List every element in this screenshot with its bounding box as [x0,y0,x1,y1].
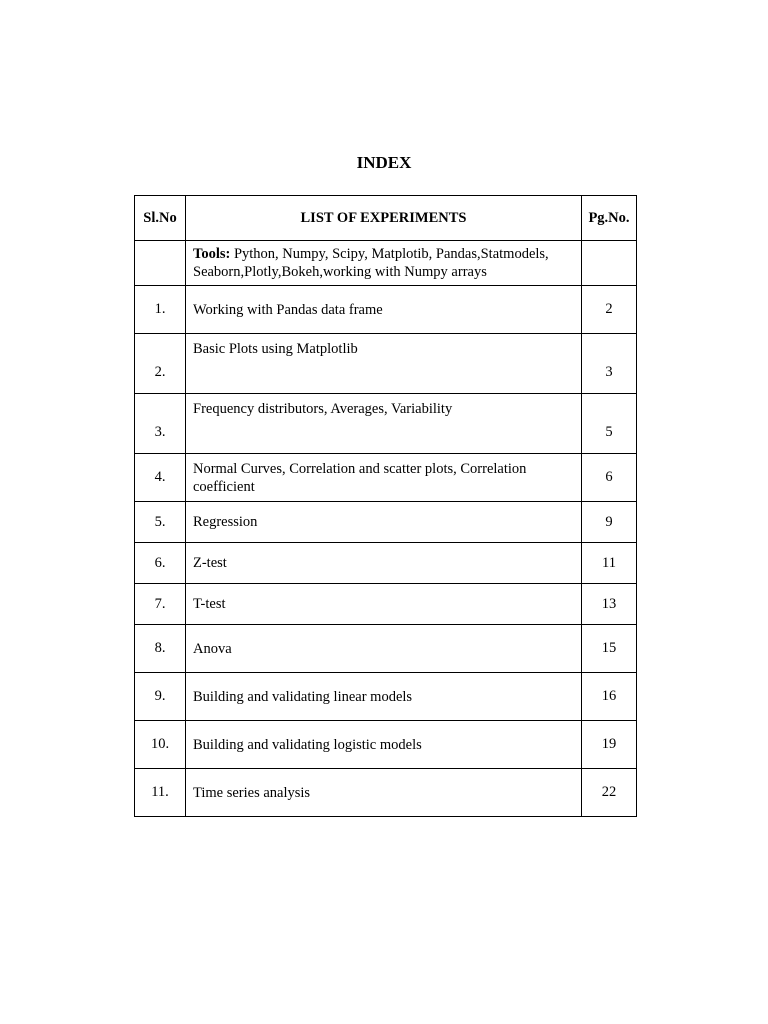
row-slno: 1. [135,286,186,334]
row-slno: 4. [135,454,186,502]
row-experiment: Regression [186,502,582,543]
row-page: 9 [582,502,637,543]
row-slno: 5. [135,502,186,543]
table-header-row [135,196,637,241]
row-page: 6 [582,454,637,502]
row-experiment: Working with Pandas data frame [186,286,582,334]
tools-cell [186,241,582,286]
table-row [135,673,637,721]
table-row [135,286,637,334]
index-table [134,195,637,817]
row-page: 13 [582,584,637,625]
row-slno: 3. [135,394,186,454]
table-row [135,394,637,454]
header-experiments: LIST OF EXPERIMENTS [186,196,582,241]
table-row [135,543,637,584]
table-row [135,584,637,625]
tools-text: Python, Numpy, Scipy, Matplotib, Pandas,Statmodels, Seaborn,Plotly,Bokeh,working with Numpy arrays [193,246,549,280]
tools-slno-cell [135,241,186,286]
tools-label: Tools: [193,246,231,262]
row-slno: 6. [135,543,186,584]
row-page: 16 [582,673,637,721]
table-row [135,721,637,769]
header-slno: Sl.No [135,196,186,241]
row-experiment: T-test [186,584,582,625]
row-slno: 10. [135,721,186,769]
row-page: 19 [582,721,637,769]
row-experiment: Anova [186,625,582,673]
row-slno: 2. [135,334,186,394]
row-experiment: Frequency distributors, Averages, Variability [186,394,582,454]
table-row [135,502,637,543]
row-experiment: Building and validating linear models [186,673,582,721]
row-experiment: Basic Plots using Matplotlib [186,334,582,394]
header-page: Pg.No. [582,196,637,241]
table-row [135,769,637,817]
table-row [135,454,637,502]
row-page: 15 [582,625,637,673]
row-experiment: Building and validating logistic models [186,721,582,769]
tools-row [135,241,637,286]
row-page: 3 [582,334,637,394]
row-page: 22 [582,769,637,817]
table-row [135,625,637,673]
row-slno: 9. [135,673,186,721]
row-page: 2 [582,286,637,334]
row-page: 11 [582,543,637,584]
tools-page-cell [582,241,637,286]
row-slno: 7. [135,584,186,625]
page-title: INDEX [356,153,412,172]
row-experiment: Normal Curves, Correlation and scatter plots, Correlation coefficient [186,454,582,502]
row-page: 5 [582,394,637,454]
row-experiment: Z-test [186,543,582,584]
row-slno: 11. [135,769,186,817]
row-slno: 8. [135,625,186,673]
table-row [135,334,637,394]
row-experiment: Time series analysis [186,769,582,817]
